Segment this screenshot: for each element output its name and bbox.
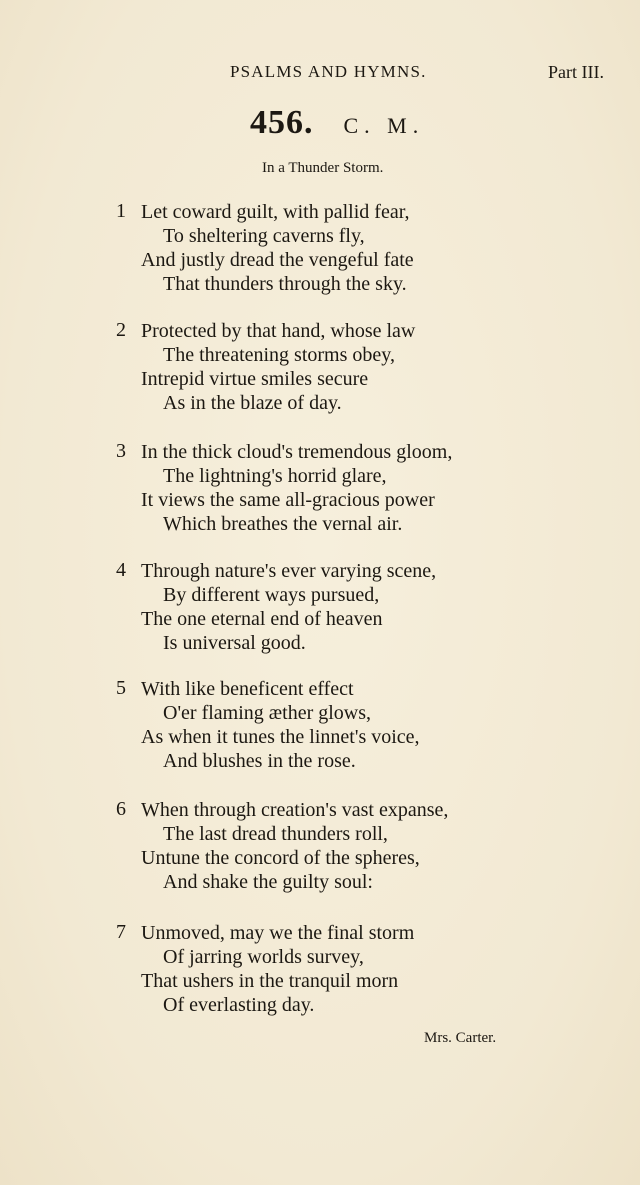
verse-line: Let coward guilt, with pallid fear, (141, 201, 410, 223)
stanza-number: 2 (116, 319, 126, 341)
verse-line: And blushes in the rose. (163, 750, 356, 772)
hymn-meter: C. M. (343, 113, 425, 138)
hymn-number: 456. (250, 104, 314, 141)
part-label: Part III. (548, 62, 604, 82)
verse-line: In the thick cloud's tremendous gloom, (141, 441, 453, 463)
verse-line: Intrepid virtue smiles secure (141, 368, 369, 390)
hymn-subtitle: In a Thunder Storm. (262, 160, 384, 176)
verse-line: That thunders through the sky. (163, 273, 407, 295)
verse-line: By different ways pursued, (163, 584, 380, 606)
stanza-number: 5 (116, 677, 126, 699)
hymn-author: Mrs. Carter. (424, 1030, 497, 1046)
verse-line: When through creation's vast expanse, (141, 799, 449, 821)
verse-line: Of jarring worlds survey, (163, 946, 364, 968)
verse-line: As in the blaze of day. (163, 392, 342, 414)
verse-line: With like beneficent effect (141, 678, 354, 700)
verse-line: And justly dread the vengeful fate (141, 249, 414, 271)
verse-line: That ushers in the tranquil morn (141, 970, 399, 992)
stanza-number: 3 (116, 440, 126, 462)
verse-line: The lightning's horrid glare, (163, 465, 387, 487)
hymn-heading (250, 104, 424, 142)
verse-line: To sheltering caverns fly, (163, 225, 365, 247)
stanza-number: 6 (116, 798, 126, 820)
running-head: PSALMS AND HYMNS. (230, 62, 427, 81)
verse-line: Untune the concord of the spheres, (141, 847, 420, 869)
verse-line: Protected by that hand, whose law (141, 320, 416, 342)
verse-line: Which breathes the vernal air. (163, 513, 403, 535)
stanza-number: 1 (116, 200, 126, 222)
verse-line: Through nature's ever varying scene, (141, 560, 437, 582)
verse-line: Unmoved, may we the final storm (141, 922, 415, 944)
verse-line: And shake the guilty soul: (163, 871, 373, 893)
verse-line: Of everlasting day. (163, 994, 315, 1016)
verse-line: As when it tunes the linnet's voice, (141, 726, 420, 748)
verse-line: The threatening storms obey, (163, 344, 395, 366)
verse-line: The one eternal end of heaven (141, 608, 383, 630)
verse-line: O'er flaming æther glows, (163, 702, 372, 724)
verse-line: It views the same all-gracious power (141, 489, 435, 511)
stanza-number: 7 (116, 921, 126, 943)
verse-line: Is universal good. (163, 632, 306, 654)
stanza-number: 4 (116, 559, 126, 581)
verse-line: The last dread thunders roll, (163, 823, 388, 845)
